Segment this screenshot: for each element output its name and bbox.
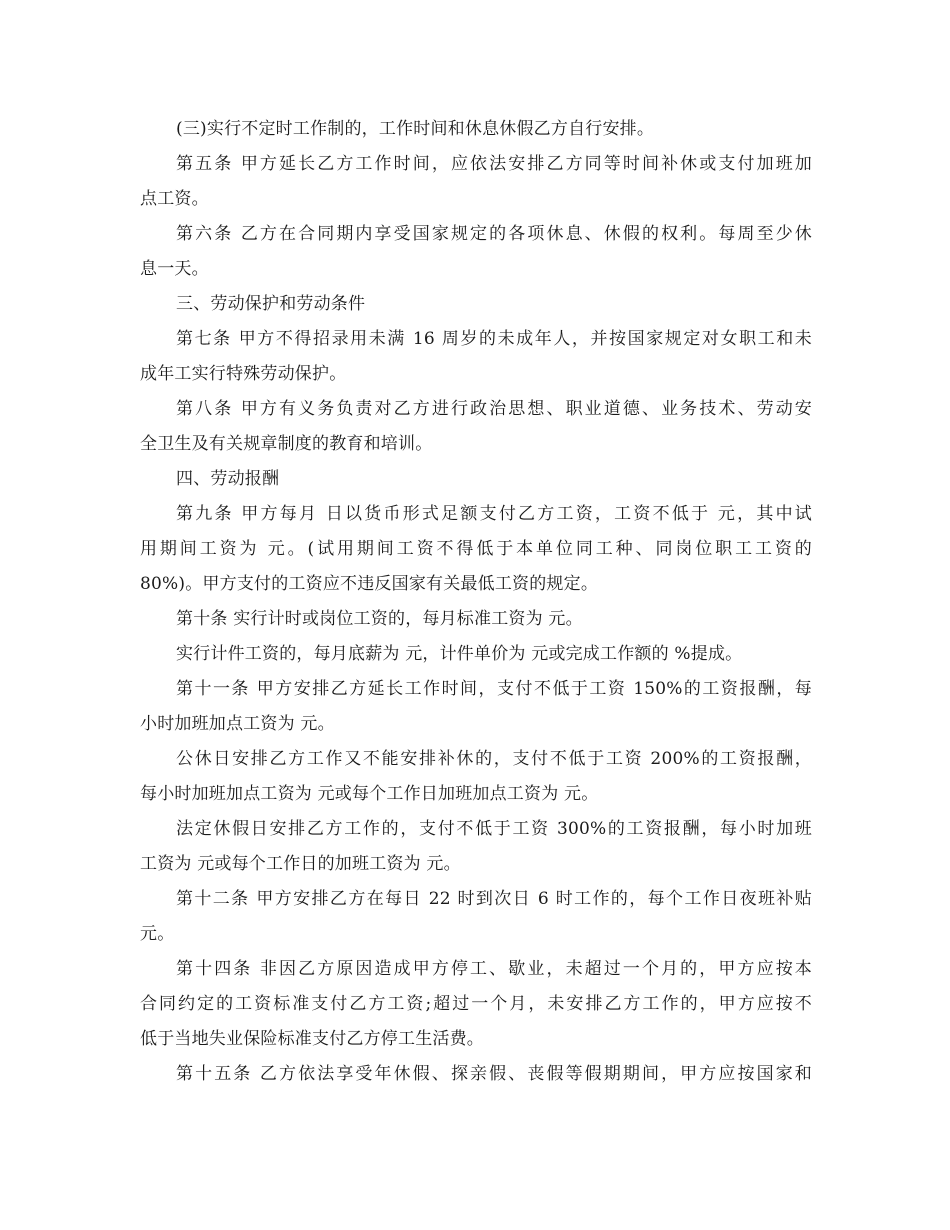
text-line: 法定休假日安排乙方工作的，支付不低于工资 300%的工资报酬，每小时加班 <box>176 819 812 839</box>
text-line: 每小时加班加点工资为 元或每个工作日加班加点工资为 元。 <box>140 784 599 804</box>
text-line: 全卫生及有关规章制度的教育和培训。 <box>140 434 433 454</box>
text-line: 元。 <box>140 924 175 944</box>
text-line: 三、劳动保护和劳动条件 <box>176 294 366 314</box>
text-line: 公休日安排乙方工作又不能安排补休的，支付不低于工资 200%的工资报酬， <box>176 749 812 769</box>
text-line: 第十五条 乙方依法享受年休假、探亲假、丧假等假期期间，甲方应按国家和 <box>176 1064 812 1084</box>
text-line: 实行计件工资的，每月底薪为 元，计件单价为 元或完成工作额的 %提成。 <box>176 644 743 664</box>
text-line: 第十四条 非因乙方原因造成甲方停工、歇业，未超过一个月的，甲方应按本 <box>176 959 812 979</box>
text-line: 成年工实行特殊劳动保护。 <box>140 364 347 384</box>
text-line: 点工资。 <box>140 189 209 209</box>
document-body <box>140 112 812 1092</box>
text-line: 第五条 甲方延长乙方工作时间，应依法安排乙方同等时间补休或支付加班加 <box>176 154 812 174</box>
text-line: 第六条 乙方在合同期内享受国家规定的各项休息、休假的权利。每周至少休 <box>176 224 812 244</box>
text-line: 息一天。 <box>140 259 209 279</box>
text-line: 第十二条 甲方安排乙方在每日 22 时到次日 6 时工作的，每个工作日夜班补贴 <box>176 889 812 909</box>
text-line: 工资为 元或每个工作日的加班工资为 元。 <box>140 854 461 874</box>
text-line: 用期间工资为 元。(试用期间工资不得低于本单位同工种、同岗位职工工资的 <box>140 539 812 559</box>
text-line: 低于当地失业保险标准支付乙方停工生活费。 <box>140 1029 484 1049</box>
text-line: 合同约定的工资标准支付乙方工资;超过一个月，未安排乙方工作的，甲方应按不 <box>140 994 812 1014</box>
text-line: 小时加班加点工资为 元。 <box>140 714 335 734</box>
text-line: 第七条 甲方不得招录用未满 16 周岁的未成年人，并按国家规定对女职工和未 <box>176 329 812 349</box>
text-line: 第十一条 甲方安排乙方延长工作时间，支付不低于工资 150%的工资报酬，每 <box>176 679 812 699</box>
text-line: (三)实行不定时工作制的，工作时间和休息休假乙方自行安排。 <box>176 119 655 139</box>
text-line: 第九条 甲方每月 日以货币形式足额支付乙方工资，工资不低于 元，其中试 <box>176 504 812 524</box>
text-line: 第八条 甲方有义务负责对乙方进行政治思想、职业道德、业务技术、劳动安 <box>176 399 812 419</box>
text-line: 四、劳动报酬 <box>176 469 280 489</box>
text-line: 第十条 实行计时或岗位工资的，每月标准工资为 元。 <box>176 609 583 629</box>
text-line: 80%)。甲方支付的工资应不违反国家有关最低工资的规定。 <box>140 574 599 594</box>
